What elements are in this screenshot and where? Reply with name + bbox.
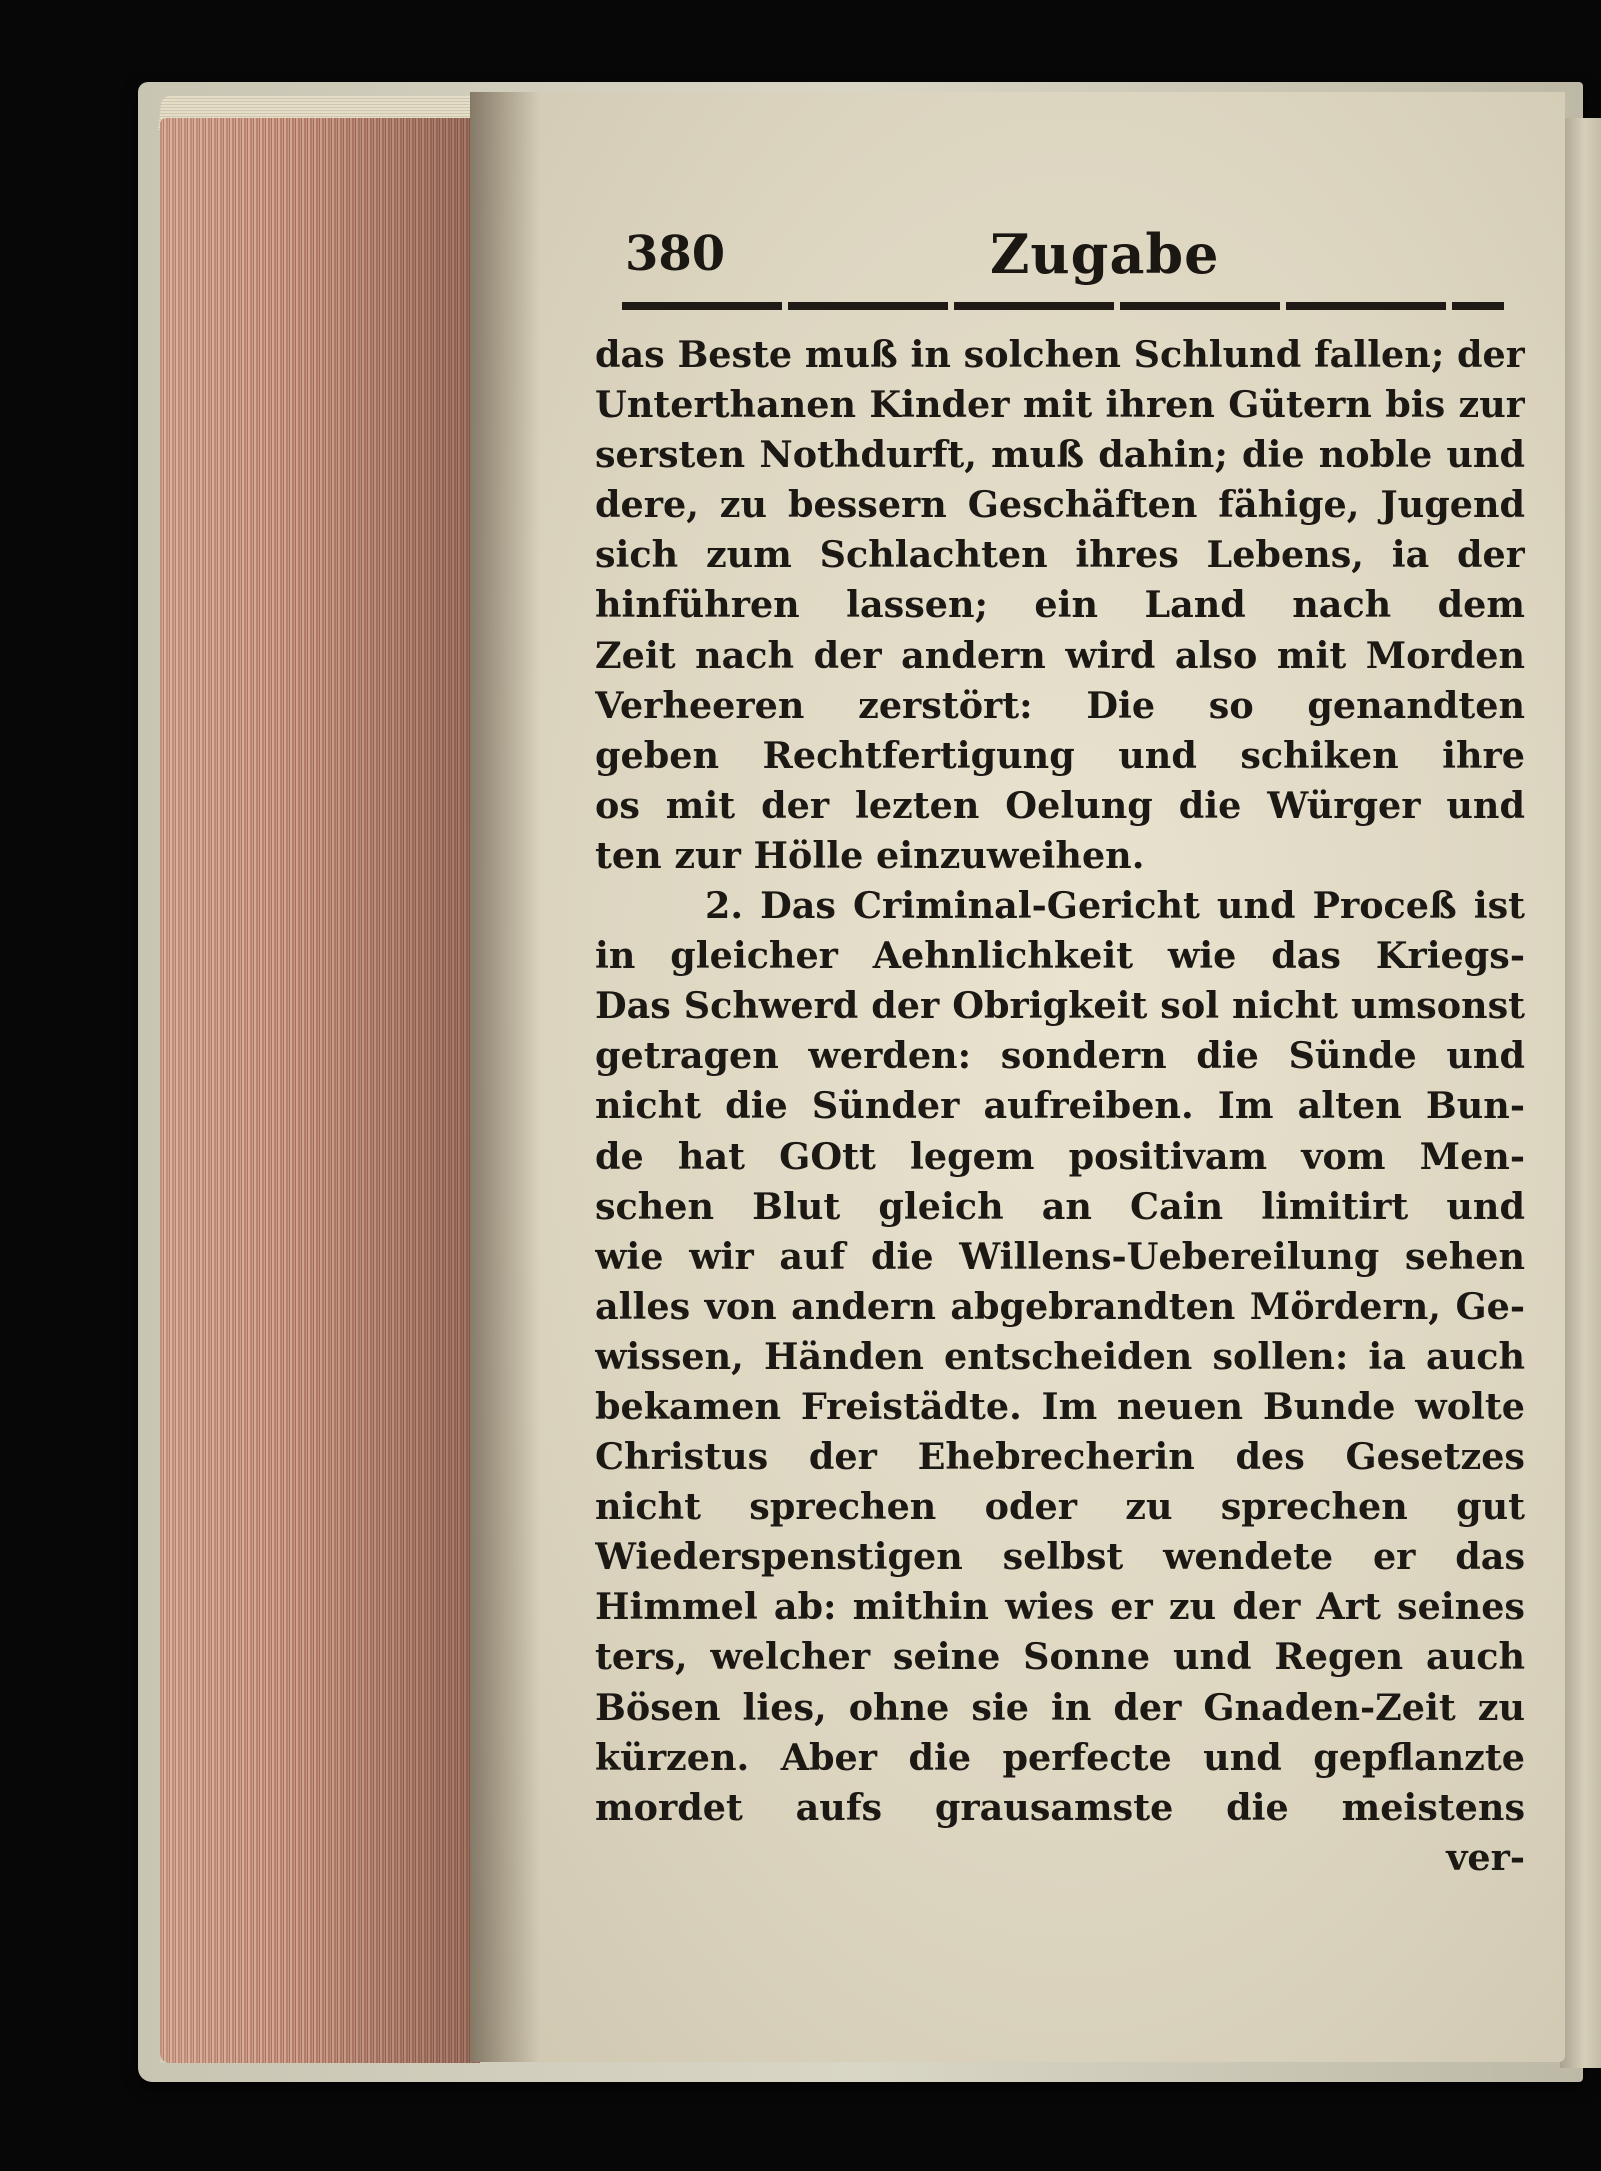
text-line: nicht sprechen oder zu sprechen gut [595,1485,1525,1529]
text-line: wie wir auf die Willens-Uebereilung sehen [595,1234,1525,1278]
header-rule [622,302,1504,310]
text-line: Christus der Ehebrecherin des Gesetzes [595,1435,1525,1479]
text-line: Zeit nach der andern wird also mit Morden [595,633,1525,677]
text-line: nicht die Sünder aufreiben. Im alten Bun- [595,1084,1525,1128]
text-line: in gleicher Aehnlichkeit wie das Kriegs- [595,934,1525,978]
text-line: getragen werden: sondern die Sünde und [595,1034,1525,1078]
text-line: wissen, Händen entscheiden sollen: ia auch [595,1334,1525,1378]
text-line: sersten Nothdurft, muß dahin; die noble und [595,433,1525,477]
facing-page-edge [1560,118,1601,2068]
text-line: os mit der lezten Oelung die Würger und [595,783,1525,827]
text-line: de hat GOtt legem positivam vom Men- [595,1134,1525,1178]
text-line: Himmel ab: mithin wies er zu der Art seines [595,1585,1525,1629]
text-line: Das Schwerd der Obrigkeit sol nicht umsonst [595,984,1525,1028]
body-text [595,330,1525,1883]
text-line: geben Rechtfertigung und schiken ihre [595,733,1525,777]
text-line: schen Blut gleich an Cain limitirt und [595,1184,1525,1228]
text-line: alles von andern abgebrandten Mördern, Ge- [595,1284,1525,1328]
text-line: sich zum Schlachten ihres Lebens, ia der [595,533,1525,577]
page-block-fore-edge [160,118,480,2063]
text-line: ters, welcher seine Sonne und Regen auch [595,1635,1525,1679]
text-line: kürzen. Aber die perfecte und gepflanzte [595,1735,1525,1779]
text-line: Verheeren zerstört: Die so genandten [595,683,1525,727]
catchword: ver- [1446,1835,1525,1879]
page-number: 380 [625,226,726,282]
text-line: bekamen Freistädte. Im neuen Bunde wolte [595,1384,1525,1428]
text-line: mordet aufs grausamste die meistens [595,1785,1525,1829]
text-line: Wiederspenstigen selbst wendete er das [595,1535,1525,1579]
text-line: dere, zu bessern Geschäften fähige, Jugend [595,483,1525,527]
text-line: Bösen lies, ohne sie in der Gnaden-Zeit zu [595,1685,1525,1729]
running-head [625,222,1515,296]
text-line: ten zur Hölle einzuweihen. [595,833,1145,877]
running-head-title: Zugabe [990,222,1220,286]
text-line: hinführen lassen; ein Land nach dem [595,583,1525,627]
text-line: Unterthanen Kinder mit ihren Gütern bis zur [595,383,1525,427]
text-line: das Beste muß in solchen Schlund fallen; der [595,333,1525,376]
paragraph-start-line: 2. Das Criminal-Gericht und Proceß ist [705,884,1525,928]
